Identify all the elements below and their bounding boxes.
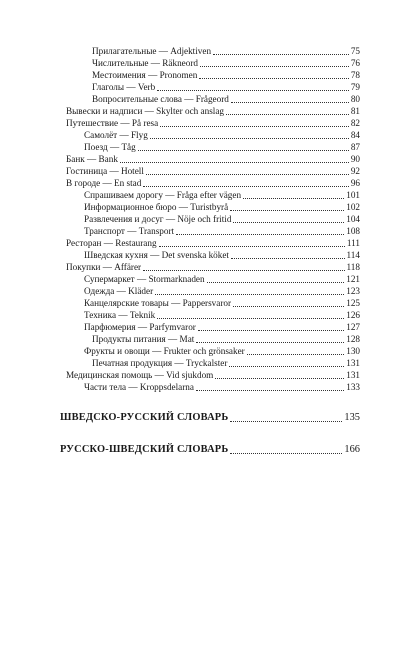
toc-entry-page: 80 <box>350 94 360 104</box>
toc-entry-supermarket <box>84 274 360 285</box>
toc-entry-page: 104 <box>346 214 360 224</box>
toc-entry-adjectives <box>92 46 360 57</box>
toc-entry-page: 121 <box>346 274 360 284</box>
toc-entry-page: 75 <box>350 46 360 56</box>
toc-entry-train <box>84 142 360 153</box>
toc-entry-hotel <box>66 166 360 177</box>
leader-dots <box>231 258 345 259</box>
leader-dots <box>233 306 344 307</box>
leader-dots <box>213 54 349 55</box>
toc-entry-bank <box>66 154 360 165</box>
toc-entry-title: Техника — Teknik <box>84 310 156 320</box>
leader-dots <box>155 294 344 295</box>
toc-entry-medical <box>66 370 360 381</box>
toc-entry-title: Самолёт — Flyg <box>84 130 148 140</box>
leader-dots <box>120 162 349 163</box>
toc-entry-body-parts <box>84 382 360 393</box>
toc-entry-page: 78 <box>350 70 360 80</box>
leader-dots <box>230 210 344 211</box>
toc-entry-title: Печатная продукция — Tryckalster <box>92 358 228 368</box>
toc-entry-title: Информационное бюро — Turistbyrå <box>84 202 229 212</box>
toc-entry-plane <box>84 130 360 141</box>
toc-entry-restaurant <box>66 238 360 249</box>
leader-dots <box>243 198 344 199</box>
leader-dots <box>215 378 344 379</box>
toc-entry-page: 82 <box>350 118 360 128</box>
toc-entry-title: Развлечения и досуг — Nöje och fritid <box>84 214 232 224</box>
toc-entry-title: Супермаркет — Stormarknaden <box>84 274 205 284</box>
leader-dots <box>196 390 344 391</box>
toc-entry-transport <box>84 226 360 237</box>
toc-entry-title: Банк — Bank <box>66 154 118 164</box>
toc-entry-title: Парфюмерия — Parfymvaror <box>84 322 196 332</box>
toc-entry-title: Части тела — Kroppsdelarna <box>84 382 194 392</box>
leader-dots <box>198 330 344 331</box>
toc-entry-title: Числительные — Räkneord <box>92 58 199 68</box>
toc-entry-page: 96 <box>350 178 360 188</box>
toc-entry-title: Канцелярские товары — Pappersvaror <box>84 298 232 308</box>
toc-entry-page: 125 <box>346 298 360 308</box>
toc-entry-title: Одежда — Kläder <box>84 286 154 296</box>
toc-entry-title: Покупки — Affärer <box>66 262 142 272</box>
toc-entry-page: 118 <box>346 262 360 272</box>
toc-entry-page: 92 <box>350 166 360 176</box>
toc-entry-title: Местоимения — Pronomen <box>92 70 198 80</box>
toc-entry-question-words <box>92 94 360 105</box>
leader-dots <box>231 102 349 103</box>
toc-entry-page: 128 <box>346 334 360 344</box>
leader-dots <box>247 354 344 355</box>
leader-dots <box>160 126 349 127</box>
toc-entry-page: 102 <box>346 202 360 212</box>
toc-entry-page: 111 <box>346 238 360 248</box>
toc-entry-page: 123 <box>346 286 360 296</box>
toc-entry-food <box>92 334 360 345</box>
leader-dots <box>157 90 349 91</box>
leader-dots <box>199 78 348 79</box>
toc-entry-leisure <box>84 214 360 225</box>
toc-entry-title: Путешествие — På resa <box>66 118 159 128</box>
toc-entry-page: 81 <box>350 106 360 116</box>
toc-entry-russian-swedish-dictionary <box>60 443 360 456</box>
toc-entry-title: Транспорт — Transport <box>84 226 175 236</box>
leader-dots <box>146 174 349 175</box>
toc-entry-page: 101 <box>346 190 360 200</box>
toc-entry-page: 135 <box>344 412 360 423</box>
toc-entry-ask-way <box>84 190 360 201</box>
toc-entry-shopping <box>66 262 360 273</box>
toc-entry-title: Глаголы — Verb <box>92 82 156 92</box>
leader-dots <box>157 318 344 319</box>
toc-entry-fruits <box>84 346 360 357</box>
toc-entry-tourist-office <box>84 202 360 213</box>
toc-entry-signs <box>66 106 360 117</box>
toc-entry-page: 131 <box>346 358 360 368</box>
leader-dots <box>230 421 342 422</box>
toc-entry-page: 166 <box>344 444 360 455</box>
leader-dots <box>233 222 344 223</box>
toc-entry-stationery <box>84 298 360 309</box>
leader-dots <box>138 150 349 151</box>
toc-entry-page: 84 <box>350 130 360 140</box>
toc-entry-numerals <box>92 58 360 69</box>
toc-entry-title: Фрукты и овощи — Frukter och grönsaker <box>84 346 245 356</box>
toc-entry-swedish-russian-dictionary <box>60 411 360 424</box>
toc-entry-print <box>92 358 360 369</box>
leader-dots <box>143 270 344 271</box>
toc-entry-travel <box>66 118 360 129</box>
leader-dots <box>176 234 344 235</box>
toc-entry-page: 76 <box>350 58 360 68</box>
toc-entry-title: Продукты питания — Mat <box>92 334 195 344</box>
toc-entry-title: Спрашиваем дорогу — Fråga efter vägen <box>84 190 242 200</box>
toc-entry-clothes <box>84 286 360 297</box>
toc-entry-page: 108 <box>346 226 360 236</box>
toc-entry-title: Вопросительные слова — Frågeord <box>92 94 229 104</box>
toc-entry-page: 87 <box>350 142 360 152</box>
toc-entry-page: 130 <box>346 346 360 356</box>
toc-entry-electronics <box>84 310 360 321</box>
toc-entry-verbs <box>92 82 360 93</box>
toc-entry-page: 90 <box>350 154 360 164</box>
toc-entry-title: Прилагательные — Adjektiven <box>92 46 212 56</box>
toc-entry-title: Вывески и надписи — Skylter och anslag <box>66 106 225 116</box>
leader-dots <box>230 453 342 454</box>
toc-entry-title: Ресторан — Restaurang <box>66 238 157 248</box>
toc-entry-title: Гостиница — Hotell <box>66 166 144 176</box>
toc-entry-pronouns <box>92 70 360 81</box>
leader-dots <box>207 282 345 283</box>
leader-dots <box>196 342 344 343</box>
toc-entry-page: 127 <box>346 322 360 332</box>
toc-entry-page: 126 <box>346 310 360 320</box>
leader-dots <box>200 66 349 67</box>
toc-entry-perfumery <box>84 322 360 333</box>
leader-dots <box>229 366 344 367</box>
toc-entry-title: ШВЕДСКО-РУССКИЙ СЛОВАРЬ <box>60 412 229 423</box>
toc-entry-page: 79 <box>350 82 360 92</box>
toc-entry-swedish-cuisine <box>84 250 360 261</box>
leader-dots <box>143 186 348 187</box>
toc-entry-title: Шведская кухня — Det svenska köket <box>84 250 229 260</box>
leader-dots <box>150 138 349 139</box>
toc-entry-title: В городе — En stad <box>66 178 142 188</box>
toc-entry-city <box>66 178 360 189</box>
toc-entry-title: Медицинская помощь — Vid sjukdom <box>66 370 214 380</box>
toc-entry-page: 114 <box>346 250 360 260</box>
toc-entry-page: 131 <box>346 370 360 380</box>
toc-entry-title: Поезд — Tåg <box>84 142 136 152</box>
leader-dots <box>159 246 345 247</box>
toc-entry-page: 133 <box>346 382 360 392</box>
leader-dots <box>226 114 349 115</box>
toc-entry-title: РУССКО-ШВЕДСКИЙ СЛОВАРЬ <box>60 444 229 455</box>
